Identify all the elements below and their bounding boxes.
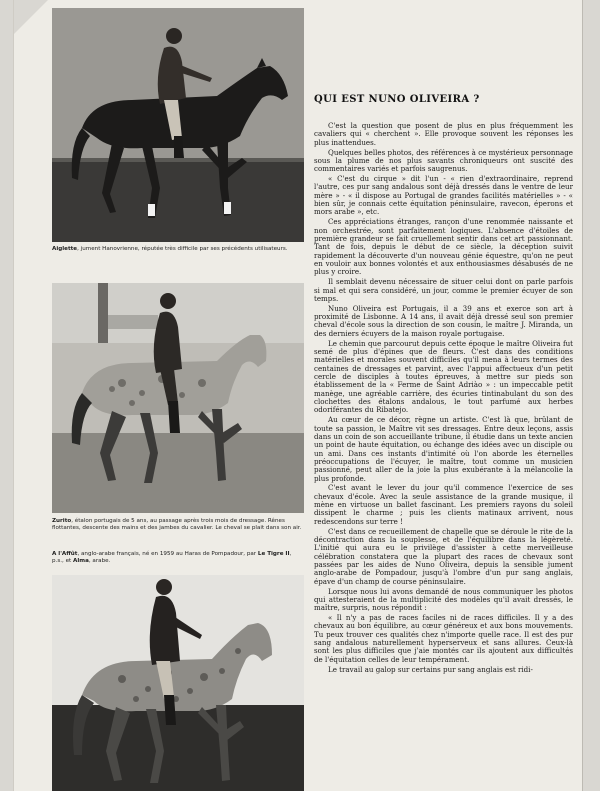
- article-paragraph: Lorsque nous lui avons demandé de nous communiquer les photos qui attesteraient de la multiplicité des modèles qu'il avait dressés, le maître, surpris, nous répondit :: [314, 586, 573, 613]
- caption-text: , arabe.: [88, 558, 111, 565]
- article-title: QUI EST NUNO OLIVEIRA ?: [314, 94, 480, 105]
- article-paragraph: Quelques belles photos, des références à ce mystérieux personnage sous la plume de nos plus savants chroniqueurs ont suscité des commentaires variés et parfois saugrenus.: [314, 147, 573, 174]
- sire-name: Le Tigre II: [257, 551, 290, 557]
- caption-text: , étalon portugais de 5 ans, au passage après trois mois de dressage. Rênes flottantes, descente des mains et des jambes du cavalier. Le cheval se plait dans son air.: [52, 518, 302, 532]
- article-paragraph: C'est la question que posent de plus en plus fréquemment les cavaliers qui « cherchent ». Elle provoque souvent les réponses les plus inattendues.: [314, 122, 573, 147]
- horse-name: Aiglette: [52, 246, 78, 252]
- photo-caption-aiglette: [52, 246, 304, 253]
- photo-aiglette: [52, 8, 304, 242]
- dam-name: Alma: [73, 558, 89, 565]
- photo-caption-zurito: [52, 518, 304, 533]
- article-paragraph: « Il n'y a pas de races faciles ni de races difficiles. Il y a des chevaux au bon équilibre, au cœur généreux et aux bons mouvements. Tu peux trouver ces qualités chez n'importe quelle race. Il est des pur sang andalous naturellement hyperserveux et sans allures. Ceux-là sont les plus difficiles que j'aie montés car ils ajoutent aux difficultés de l'équitation celles de leur tempérament.: [314, 613, 573, 664]
- caption-text: , jument Hanovrienne, réputée très difficile par ses précédents utilisateurs.: [77, 246, 288, 252]
- horse-name: Zurito: [52, 518, 72, 524]
- article-paragraph: Le travail au galop sur certains pur sang anglais est ridi-: [328, 664, 533, 674]
- article-paragraph: Il semblait devenu nécessaire de situer celui dont on parle parfois si mal et qui sera considéré, un jour, comme le premier écuyer de son temps.: [314, 277, 573, 303]
- photo-caption-affut: [52, 551, 304, 566]
- horse-name: A l'Affût: [52, 551, 78, 557]
- caption-text: , p.s., et: [52, 551, 292, 565]
- article-paragraph: C'est avant le lever du jour qu'il commence l'exercice de ses chevaux d'école. Avec la seule assistance de la grande musique, il mène en virtuose un ballet fascinant. Les premiers rayons du soleil dissipent le charme ; puis les clients matinaux arrivent, nous redescendons sur terre !: [314, 483, 573, 526]
- article-body: [314, 122, 573, 782]
- article-paragraph: Au cœur de ce décor, règne un artiste. C'est là que, brûlant de toute sa passion, le Maître vit ses dressages. Entre deux leçons, assis dans un coin de son accueillante tribune, il étudie dans un texte ancien un point de haute équitation, ou échange des idées avec un disciple ou un ami. Dans ces instants d'intimité où l'on aborde les éternelles préoccupations de l'écuyer, le maître, tout comme un musicien passionné, peut aller de la joie la plus exubérante à la mélancolie la plus profonde.: [314, 415, 573, 483]
- page-corner-fold: [14, 0, 48, 34]
- magazine-page: [14, 0, 582, 791]
- caption-text: , anglo-arabe français, né en 1959 au Haras de Pompadour, par: [77, 551, 258, 557]
- article-paragraph: Ces appréciations étranges, rançon d'une renommée naissante et non orchestrée, sont parfaitement logiques. L'absence d'étoiles de première grandeur se fait cruellement sentir dans cet art passionnant. Tant de fois, depuis le début de ce siècle, la déception suivit rapidement la découverte d'un nouveau génie équestre, qu'on ne peut en vouloir aux bonnes volontés et aux enthousiasmes désabusés de ne plus y croire.: [314, 217, 573, 277]
- photo-affut: [52, 575, 304, 791]
- article-paragraph: Nuno Oliveira est Portugais, il a 39 ans et exerce son art à proximité de Lisbonne. A 14 ans, il avait déjà dressé seul son premier cheval d'école sous la direction de son cousin, le maître J. Miranda, un des derniers écuyers de la maison royale portugaise.: [314, 303, 573, 338]
- photo-zurito: [52, 283, 304, 513]
- article-paragraph: C'est dans ce recueillement de chapelle que se déroule le rite de la décontraction dans la souplesse, et de l'équilibre dans la légèreté. L'initié qui aura eu le privilège d'assister à cette merveilleuse célébration constatera que la plupart des races de chevaux sont passées par les aides de Nuno Oliveira, depuis la sensible jument anglo-arabe de Pompadour, jusqu'à l'ombre d'un pur sang anglais, épave d'un champ de course péninsulaire.: [314, 526, 573, 586]
- article-paragraph: « C'est du cirque » dit l'un - « rien d'extraordinaire, reprend l'autre, ces pur sang andalous sont déjà dressés dans le ventre de leur mère » - « il dispose au Portugal de grandes facilités matérielles » - « bien sûr, je connais cette équitation péninsulaire, ravecon, éperons et mors arabe », etc.: [314, 174, 573, 217]
- article-paragraph: Le chemin que parcourut depuis cette époque le maître Oliveira fut semé de plus d'épines que de fleurs. C'est dans des conditions matérielles et morales souvent difficiles qu'il mena à leurs termes des centaines de dressages et parvint, avec l'appui affectueux d'un petit cercle de disciples à toutes épreuves, à mettre sur pieds son établissement de la « Ferme de Saint Adriào » : un impeccable petit manège, une agréable carrière, des écuries tintinabulant du son des clochettes des étalons andalous, le tout parfumé aux herbes odoriférantes du Ribatejo.: [314, 338, 573, 415]
